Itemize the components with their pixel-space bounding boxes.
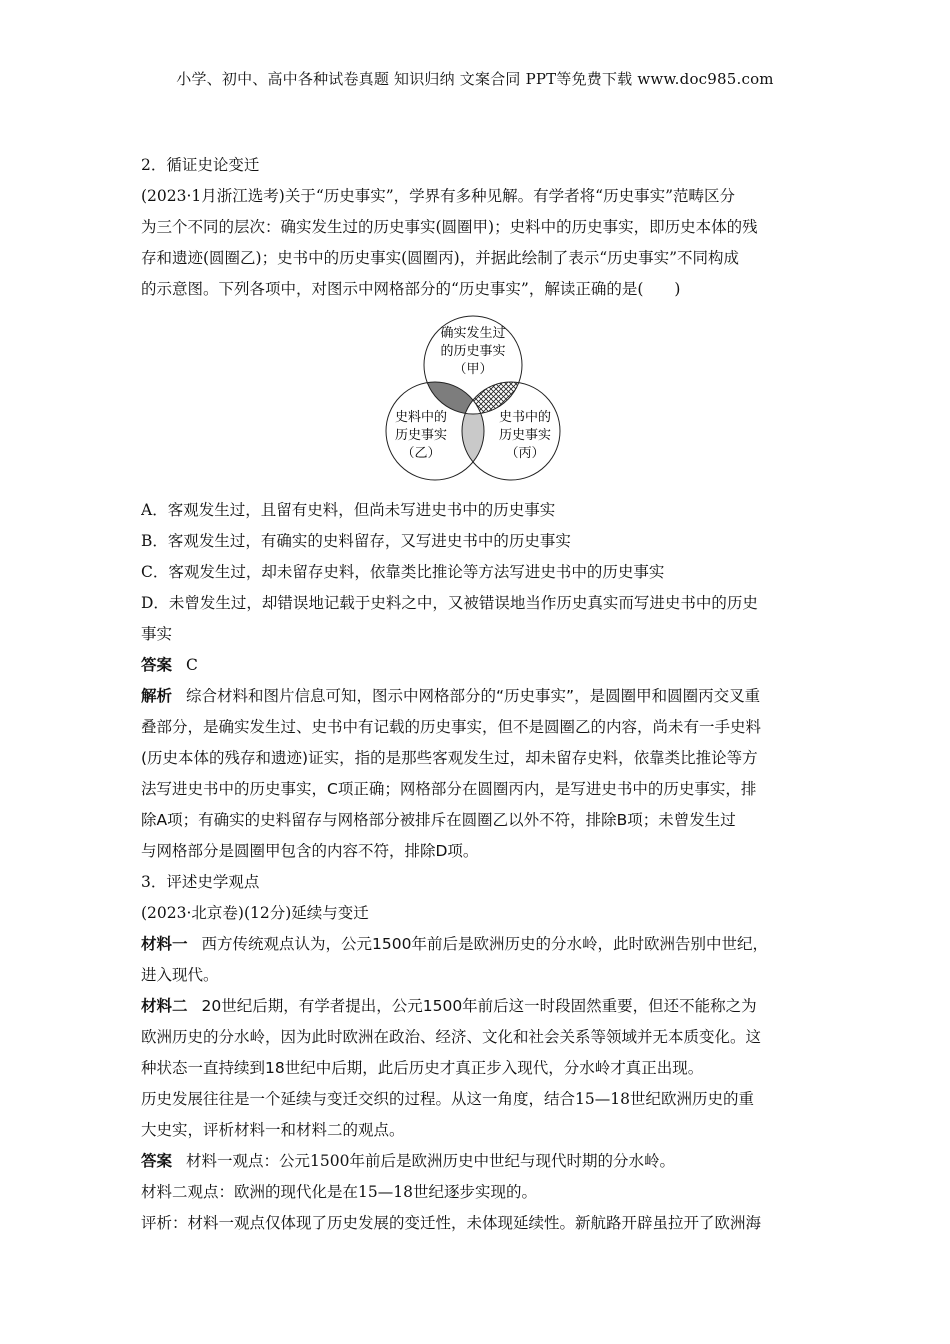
answer-3-line bbox=[141, 1146, 813, 1177]
answer-line bbox=[141, 650, 813, 681]
question-line: 为三个不同的层次：确实发生过的历史事实(圆圈甲)；史料中的历史事实，即历史本体的残 bbox=[141, 218, 758, 236]
venn-diagram bbox=[141, 309, 813, 489]
question-line: (2023·1月浙江选考)关于“历史事实”，学界有多种见解。有学者将“历史事实”范畴区分 bbox=[141, 187, 736, 205]
material-2-label: 材料二 bbox=[141, 997, 188, 1015]
option-d: D．未曾发生过，却错误地记载于史料之中，又被错误地当作历史真实而写进史书中的历史 bbox=[141, 594, 758, 612]
question-3-line: 历史发展往往是一个延续与变迁交织的过程。从这一角度，结合15—18世纪欧洲历史的重 bbox=[141, 1090, 754, 1108]
option-b: B．客观发生过，有确实的史料留存，又写进史书中的历史事实 bbox=[141, 532, 571, 550]
analysis-text: 综合材料和图片信息可知，图示中网格部分的“历史事实”，是圆圈甲和圆圈丙交叉重 bbox=[186, 687, 761, 705]
analysis-line: 与网格部分是圆圈甲包含的内容不符，排除D项。 bbox=[141, 842, 479, 860]
material-2-text: 20世纪后期，有学者提出，公元1500年前后这一时段固然重要，但还不能称之为 bbox=[201, 997, 757, 1015]
answer-3-text: 材料一观点：公元1500年前后是欧洲历史中世纪与现代时期的分水岭。 bbox=[186, 1152, 675, 1170]
material-2-line bbox=[141, 991, 813, 1022]
analysis-line: 除A项；有确实的史料留存与网格部分被排斥在圆圈乙以外不符，排除B项；未曾发生过 bbox=[141, 811, 736, 829]
circle-c-label: （丙） bbox=[505, 446, 545, 461]
page-header: 小学、初中、高中各种试卷真题 知识归纳 文案合同 PPT等免费下载 www.doc985.com bbox=[176, 70, 774, 88]
question-line: 的示意图。下列各项中，对图示中网格部分的“历史事实”，解读正确的是( ) bbox=[141, 280, 681, 298]
answer-label: 答案 bbox=[141, 656, 173, 674]
option-c: C．客观发生过，却未留存史料，依靠类比推论等方法写进史书中的历史事实 bbox=[141, 563, 665, 581]
answer-3-label: 答案 bbox=[141, 1152, 173, 1170]
circle-a-label: （甲） bbox=[453, 362, 493, 377]
material-2-line: 种状态一直持续到18世纪中后期，此后历史才真正步入现代，分水岭才真正出现。 bbox=[141, 1059, 704, 1077]
option-d-continued: 事实 bbox=[141, 625, 173, 643]
material-1-line bbox=[141, 929, 813, 960]
question-3-line: 大史实，评析材料一和材料二的观点。 bbox=[141, 1121, 405, 1139]
circle-b-label: 历史事实 bbox=[394, 428, 448, 443]
analysis-line: (历史本体的残存和遗迹)证实，指的是那些客观发生过，却未留存史料，依靠类比推论等方 bbox=[141, 749, 758, 767]
material-1-text: 西方传统观点认为，公元1500年前后是欧洲历史的分水岭，此时欧洲告别中世纪， bbox=[201, 935, 768, 953]
material-1-line: 进入现代。 bbox=[141, 966, 219, 984]
section-3-title: 3．评述史学观点 bbox=[141, 873, 260, 891]
section-2-title: 2．循证史论变迁 bbox=[141, 156, 260, 174]
circle-a-label: 确实发生过 bbox=[440, 326, 506, 341]
document-body bbox=[141, 150, 813, 1239]
analysis-line: 叠部分，是确实发生过、史书中有记载的历史事实，但不是圆圈乙的内容，尚未有一手史料 bbox=[141, 718, 762, 736]
analysis-label: 解析 bbox=[141, 687, 173, 705]
circle-b-label: （乙） bbox=[401, 446, 441, 461]
circle-c-label: 史书中的 bbox=[498, 410, 552, 425]
answer-3-line: 材料二观点：欧洲的现代化是在15—18世纪逐步实现的。 bbox=[141, 1183, 537, 1201]
answer-3-line: 评析：材料一观点仅体现了历史发展的变迁性，未体现延续性。新航路开辟虽拉开了欧洲海 bbox=[141, 1214, 762, 1232]
section-3-source: (2023·北京卷)(12分)延续与变迁 bbox=[141, 904, 369, 922]
venn-svg bbox=[381, 309, 565, 485]
material-1-label: 材料一 bbox=[141, 935, 188, 953]
analysis-line bbox=[141, 681, 813, 712]
analysis-line: 法写进史书中的历史事实，C项正确；网格部分在圆圈丙内，是写进史书中的历史事实，排 bbox=[141, 780, 757, 798]
circle-b-label: 史料中的 bbox=[394, 410, 448, 425]
circle-c-label: 历史事实 bbox=[498, 428, 552, 443]
question-line: 存和遗迹(圆圈乙)；史书中的历史事实(圆圈丙)，并据此绘制了表示“历史事实”不同构成 bbox=[141, 249, 740, 267]
option-a: A．客观发生过，且留有史料，但尚未写进史书中的历史事实 bbox=[141, 501, 556, 519]
circle-a-label: 的历史事实 bbox=[440, 344, 506, 359]
answer-value: C bbox=[186, 656, 198, 674]
material-2-line: 欧洲历史的分水岭，因为此时欧洲在政治、经济、文化和社会关系等领域并无本质变化。这 bbox=[141, 1028, 762, 1046]
